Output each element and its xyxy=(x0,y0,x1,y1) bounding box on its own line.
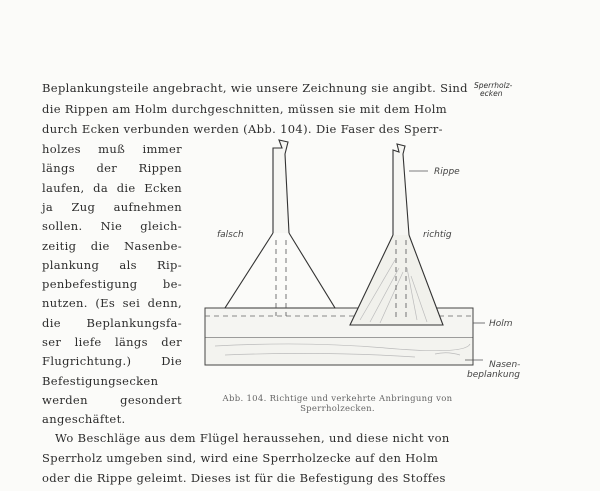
word: die xyxy=(116,180,136,195)
narrow-text-line xyxy=(42,315,182,330)
word: gesondert xyxy=(120,392,182,407)
word: Beplankungsfa- xyxy=(86,315,182,330)
word: längs xyxy=(42,161,75,176)
figure-caption xyxy=(200,395,475,415)
caption-line: Sperrholzecken. xyxy=(300,403,375,414)
word: be- xyxy=(162,277,182,292)
narrow-text-line xyxy=(42,373,159,388)
text-line: die Rippen am Holm durchgeschnitten, müssen sie mit dem Holm xyxy=(42,102,448,116)
word: Flugrichtung.) xyxy=(42,354,132,369)
word: Befestigungsecken xyxy=(42,373,159,388)
text-line: oder die Rippe geleimt. Dieses ist für die Befestigung des Stoffes xyxy=(42,471,446,485)
word: als xyxy=(119,257,137,272)
nasenbeplankung-shape xyxy=(205,338,473,365)
word: ser xyxy=(42,335,62,349)
word: angeschäftet. xyxy=(42,412,126,427)
word: werden xyxy=(42,392,88,407)
rib-left xyxy=(273,140,289,233)
label-rippe: Rippe xyxy=(434,167,460,177)
word: holzes xyxy=(42,142,81,156)
text-line: Beplankungsteile angebracht, wie unsere Zeichnung sie angibt. Sind xyxy=(42,81,468,95)
narrow-text-line xyxy=(42,356,182,368)
narrow-text-line xyxy=(42,337,182,349)
word: plankung xyxy=(42,257,100,272)
narrow-text-line xyxy=(42,163,182,175)
label-richtig: richtig xyxy=(423,230,452,240)
word: laufen, xyxy=(42,180,85,195)
word: da xyxy=(93,180,109,195)
margin-note-line: ecken xyxy=(480,88,503,98)
word: Rippen xyxy=(138,161,182,176)
word: längs xyxy=(114,335,148,349)
margin-note xyxy=(474,82,512,98)
word: zeitig xyxy=(42,238,77,253)
word: muß xyxy=(98,142,126,156)
label-falsch: falsch xyxy=(217,230,244,240)
corner-right-correct xyxy=(350,235,443,325)
word: penbefestigung xyxy=(42,277,138,292)
word: Die xyxy=(161,354,182,369)
caption-line: Abb. 104. Richtige und verkehrte Anbringung von xyxy=(222,394,453,404)
narrow-text-line xyxy=(42,257,182,272)
text-line: durch Ecken verbunden werden (Abb. 104). Die Faser des Sperr- xyxy=(42,122,443,136)
narrow-text-line xyxy=(42,298,182,310)
label-nasenbeplankung: Nasen-beplankung xyxy=(467,360,521,380)
word: die xyxy=(90,238,110,253)
margin-note-line: Sperrholz- xyxy=(474,81,513,90)
text-line: Sperrholz umgeben sind, wird eine Sperrholzecke auf den Holm xyxy=(42,451,439,465)
figure-abb-104 xyxy=(185,140,521,395)
narrow-text-line xyxy=(42,144,182,156)
word: (Es xyxy=(95,296,116,311)
word: Ecken xyxy=(144,180,182,195)
text-line: Wo Beschläge aus dem Flügel heraussehen, und diese nicht von xyxy=(55,431,450,445)
label-holm: Holm xyxy=(489,319,513,329)
word: der xyxy=(96,161,118,176)
narrow-text-line xyxy=(42,221,182,233)
rib-right xyxy=(393,144,409,235)
word: sei xyxy=(122,296,141,311)
word: die xyxy=(42,315,61,330)
word: Nie xyxy=(100,219,123,234)
narrow-text-line xyxy=(42,414,126,426)
word: liefe xyxy=(74,335,102,349)
narrow-text-line xyxy=(42,180,182,195)
word: Nasenbe- xyxy=(124,238,182,253)
word: nutzen. xyxy=(42,296,88,311)
word: ja xyxy=(42,199,54,214)
word: denn, xyxy=(147,296,182,311)
corner-left-wrong xyxy=(225,233,335,308)
word: aufnehmen xyxy=(113,199,182,214)
word: Rip- xyxy=(157,257,182,272)
narrow-text-line xyxy=(42,238,182,253)
word: gleich- xyxy=(140,219,182,234)
narrow-text-line xyxy=(42,279,182,291)
word: Zug xyxy=(71,199,96,214)
narrow-text-line xyxy=(42,392,182,407)
word: immer xyxy=(142,142,182,156)
word: der xyxy=(161,335,182,349)
narrow-text-line xyxy=(42,199,182,214)
word: sollen. xyxy=(42,219,83,234)
